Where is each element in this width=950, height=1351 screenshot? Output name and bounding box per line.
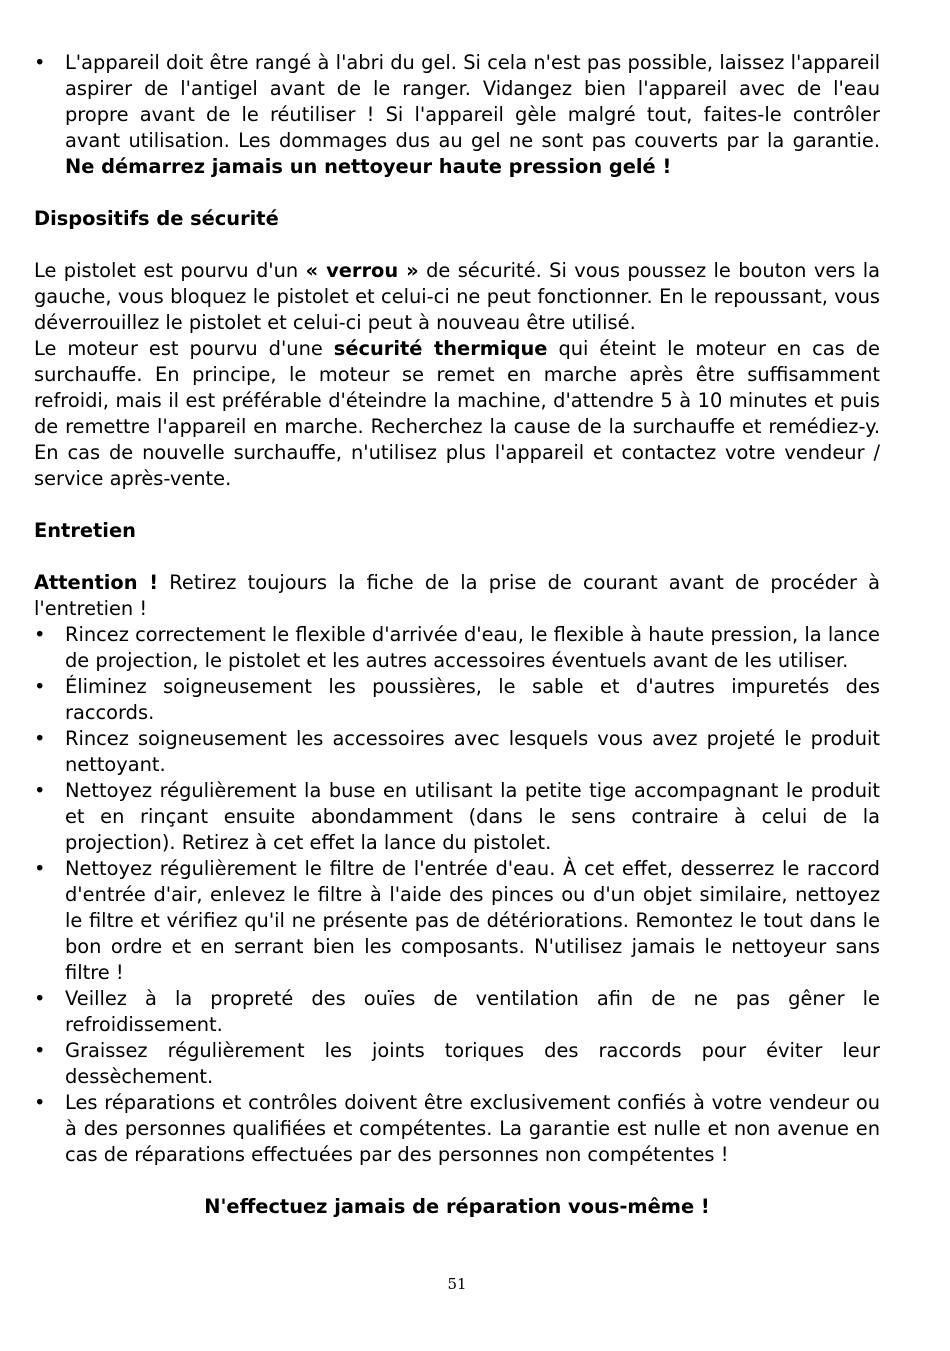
list-item: • Graissez régulièrement les joints toriques des raccords pour éviter leur dessèchement. <box>34 1038 880 1090</box>
safety-paragraph-thermal <box>34 336 880 492</box>
attention-text: Retirez toujours la fiche de la prise de courant avant de procéder à l'entretien ! <box>34 571 880 620</box>
list-item: • Rincez correctement le flexible d'arrivée d'eau, le flexible à haute pression, la lance de projection, le pistolet et les autres accessoires éventuels avant de les utiliser. <box>34 622 880 674</box>
list-item: • Nettoyez régulièrement le filtre de l'entrée d'eau. À cet effet, desserrez le raccord d'entrée d'air, enlevez le filtre à l'aide des pinces ou d'un objet similaire, nettoyez le filtre et vérifiez qu'il ne présente pas de détériorations. Remontez le tout dans le bon ordre et en serrant bien les composants. N'utilisez jamais le nettoyeur sans filtre ! <box>34 856 880 986</box>
list-item-frost <box>34 50 880 180</box>
maintenance-list <box>34 622 880 1168</box>
list-item: • Nettoyez régulièrement la buse en utilisant la petite tige accompagnant le produit et en rinçant ensuite abondamment (dans le sens contraire à celui de la projection). Retirez à cet effet la lance du pistolet. <box>34 778 880 856</box>
safety-heading: Dispositifs de sécurité <box>34 207 279 230</box>
text-span: Le moteur est pourvu d'une <box>34 337 334 360</box>
frost-text: L'appareil doit être rangé à l'abri du gel. Si cela n'est pas possible, laissez l'appareil aspirer de l'antigel avant de le ranger. Vidangez bien l'appareil avec de l'eau propre avant de le réutiliser ! Si l'appareil gèle malgré tout, faites-le contrôler avant utilisation. Les dommages dus au gel ne sont pas couverts par la garantie. <box>65 51 880 152</box>
text-span: Le pistolet est pourvu d'un <box>34 259 306 282</box>
attention-paragraph <box>34 570 880 622</box>
list-item: • Les réparations et contrôles doivent être exclusivement confiés à votre vendeur ou à des personnes qualifiées et compétentes. La garantie est nulle et non avenue en cas de réparations effectuées par des personnes non compétentes ! <box>34 1090 880 1168</box>
list-item: • Éliminez soigneusement les poussières, le sable et d'autres impuretés des raccords. <box>34 674 880 726</box>
closing-warning: N'effectuez jamais de réparation vous-même ! <box>204 1195 710 1218</box>
text-span: de sécurité. Si vous poussez le bouton vers la gauche, vous bloquez le pistolet et celui-ci ne peut fonctionner. En le repoussant, vous déverrouillez le pistolet et celui-ci peut à nouveau être utilisé. <box>34 259 880 334</box>
list-item: • Rincez soigneusement les accessoires avec lesquels vous avez projeté le produit nettoyant. <box>34 726 880 778</box>
text-span: qui éteint le moteur en cas de surchauffe. En principe, le moteur se remet en marche après être suffisamment refroidi, mais il est préférable d'éteindre la machine, d'attendre 5 à 10 minutes et puis de remettre l'appareil en marche. Recherchez la cause de la surchauffe et remédiez-y. En cas de nouvelle surchauffe, n'utilisez plus l'appareil et contactez votre vendeur / service après-vente. <box>34 337 880 490</box>
frost-warning: Ne démarrez jamais un nettoyeur haute pression gelé ! <box>65 155 672 178</box>
attention-label: Attention ! <box>34 571 159 594</box>
manual-page <box>34 50 880 1220</box>
maintenance-heading: Entretien <box>34 519 136 542</box>
thermal-term: sécurité thermique <box>333 337 548 360</box>
lock-term: « verrou » <box>305 259 419 282</box>
frost-list <box>34 50 880 180</box>
page-number: 51 <box>447 1275 467 1293</box>
list-item: • Veillez à la propreté des ouïes de ventilation afin de ne pas gêner le refroidissement. <box>34 986 880 1038</box>
safety-paragraph-lock <box>34 258 880 336</box>
